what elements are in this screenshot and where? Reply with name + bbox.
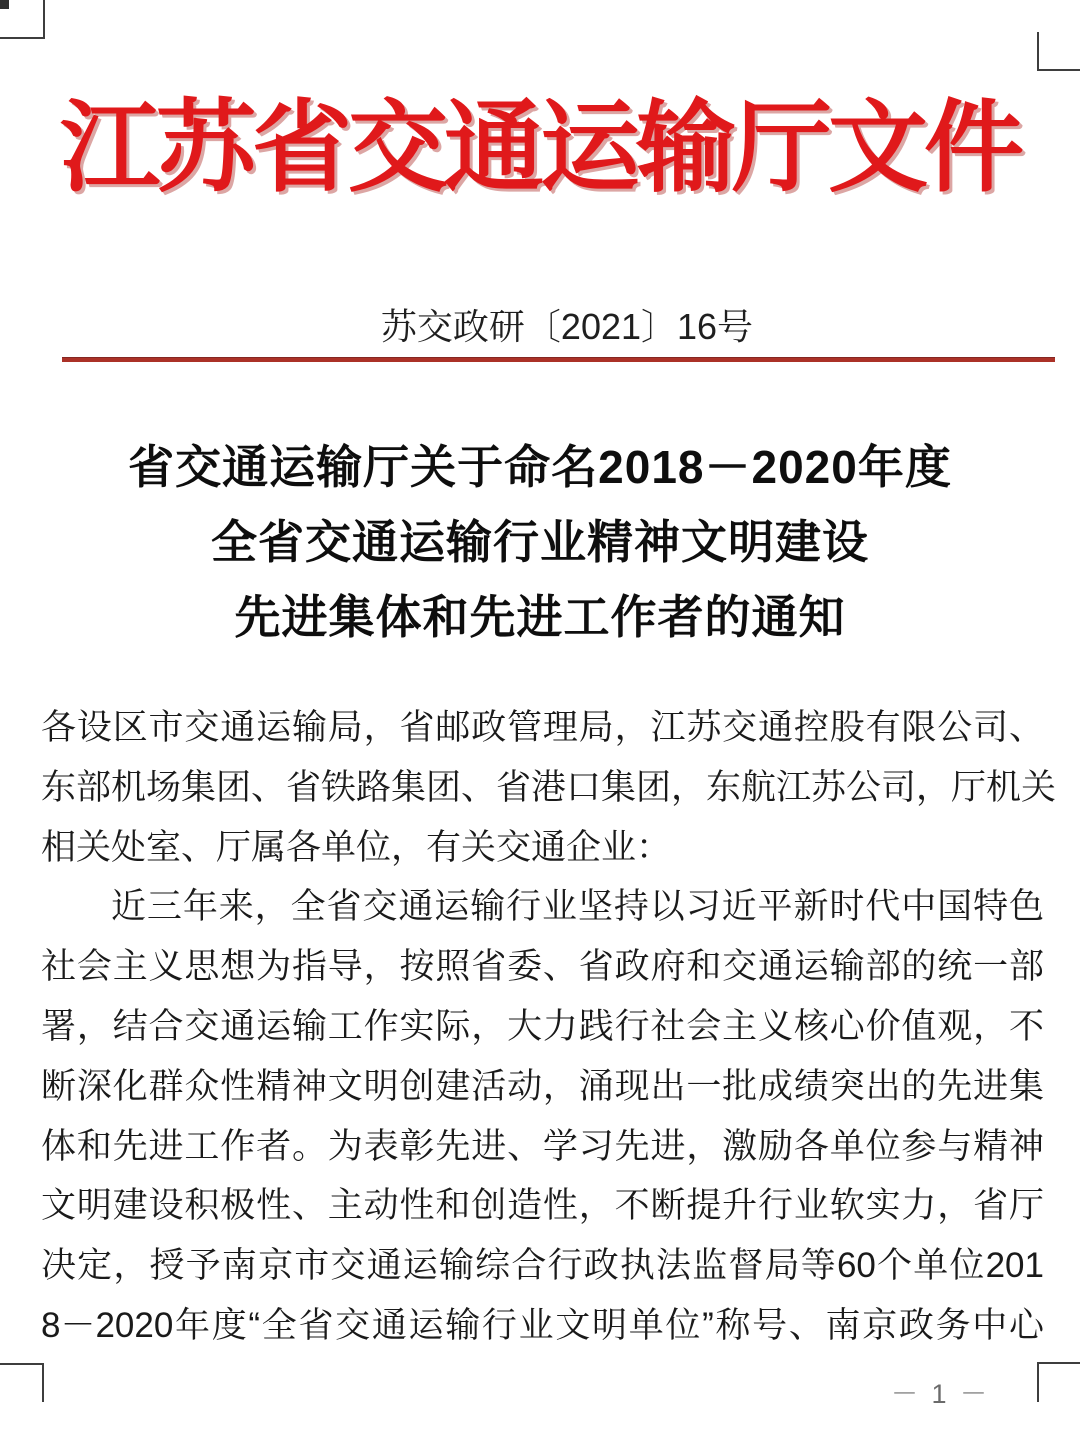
document-reference-number: 苏交政研〔2021〕16号 [380, 306, 754, 347]
paragraph-line-7: 决定，授予南京市交通运输综合行政执法监督局等60个单位201 [41, 1246, 1044, 1286]
document-title [0, 430, 1080, 655]
page-number: － 1 － [890, 1379, 990, 1409]
paragraph-line-6: 文明建设积极性、主动性和创造性，不断提升行业软实力，省厅 [41, 1186, 1044, 1226]
paragraph-line-5: 体和先进工作者。为表彰先进、学习先进，激励各单位参与精神 [41, 1126, 1044, 1166]
title-line-1: 省交通运输厅关于命名2018－2020年度 [128, 441, 952, 493]
title-line-3: 先进集体和先进工作者的通知 [234, 591, 846, 643]
paragraph-line-8: 8－2020年度“全省交通运输行业文明单位”称号、南京政务中心 [41, 1305, 1044, 1345]
crop-mark-bottom-right [1037, 1362, 1080, 1402]
paragraph-line-3: 署，结合交通运输工作实际，大力践行社会主义核心价值观，不 [41, 1006, 1044, 1046]
crop-mark-bottom-left [0, 1363, 44, 1402]
recipients-line-2: 东部机场集团、省铁路集团、省港口集团，东航江苏公司，厅机关 [41, 767, 1057, 807]
agency-header-title: 江苏省交通运输厅文件 [60, 92, 1020, 204]
paragraph-line-4: 断深化群众性精神文明创建活动，涌现出一批成绩突出的先进集 [41, 1066, 1044, 1106]
paragraph-line-1: 近三年来，全省交通运输行业坚持以习近平新时代中国特色 [111, 887, 1044, 927]
recipients-line-3: 相关处室、厅属各单位，有关交通企业： [41, 827, 672, 867]
crop-mark-top-right [1037, 32, 1080, 71]
title-line-2: 全省交通运输行业精神文明建设 [211, 516, 869, 568]
red-divider-line [62, 357, 1055, 362]
recipients-line-1: 各设区市交通运输局，省邮政管理局，江苏交通控股有限公司、 [41, 708, 1044, 747]
paragraph-line-2: 社会主义思想为指导，按照省委、省政府和交通运输部的统一部 [41, 947, 1044, 987]
crop-tick-top-left [0, 0, 9, 9]
document-body [41, 698, 1057, 1356]
